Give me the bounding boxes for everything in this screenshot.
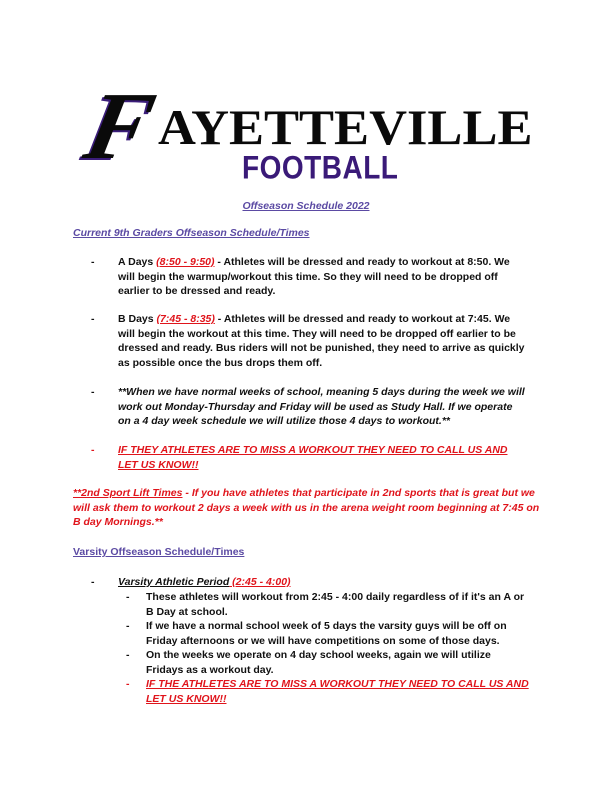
logo-subtitle: FOOTBALL	[242, 149, 399, 186]
time-range: (8:50 - 9:50)	[156, 256, 215, 268]
varsity-sub-item	[126, 590, 531, 619]
second-sport-label: **2nd Sport Lift Times	[73, 487, 183, 499]
bullet-dash: -	[91, 576, 95, 588]
item-text: These athletes will workout from 2:45 - 4:00 daily regardless of if it's an A or B Day at school.	[146, 591, 525, 618]
bullet-dash: -	[126, 649, 130, 661]
item-text: IF THE ATHLETES ARE TO MISS A WORKOUT THEY NEED TO CALL US AND LET US KNOW!!	[146, 678, 529, 705]
item-label: B Days	[118, 313, 157, 325]
varsity-sub-item	[126, 619, 531, 648]
period-label: Varsity Athletic Period	[118, 576, 230, 588]
list-item-weekly-note	[91, 385, 528, 429]
document-title: Offseason Schedule 2022	[242, 200, 370, 212]
varsity-heading: Varsity Offseason Schedule/Times	[73, 546, 245, 558]
bullet-dash: -	[91, 313, 95, 325]
item-label: A Days	[118, 256, 157, 268]
list-item-miss-warning	[91, 443, 528, 472]
fayetteville-football-logo	[76, 72, 533, 188]
bullet-dash: -	[126, 591, 130, 603]
bullet-dash: -	[91, 256, 95, 268]
item-text: - Athletes will be dressed and ready to workout at 7:45. We will begin the workout at this time. They will need to be dropped off earlier to be dressed and ready. Bus riders will not be punished, they need to arrive as quickly as possible once the bus drops them off.	[118, 313, 525, 369]
second-sport-text: - If you have athletes that participate in 2nd sports that is great but we will ask them to workout 2 days a week with us in the arena weight room beginning at 7:45 on B day Mornings.**	[73, 487, 540, 528]
item-text: - Athletes will be dressed and ready to workout at 8:50. We will begin the warmup/workout this time. So they will need to be dropped off earlier to be dressed and ready.	[118, 256, 510, 297]
varsity-period	[91, 575, 528, 590]
logo-wordmark: AYETTEVILLE	[158, 99, 533, 155]
bullet-dash: -	[126, 678, 130, 690]
item-text: **When we have normal weeks of school, meaning 5 days during the week we will work out Monday-Thursday and Friday will be used as Study Hall. If we operate on a 4 day week schedule we will utilize those 4 days to workout.**	[118, 386, 525, 427]
item-text: IF THEY ATHLETES ARE TO MISS A WORKOUT THEY NEED TO CALL US AND LET US KNOW!!	[118, 444, 508, 471]
time-range: (2:45 - 4:00)	[229, 576, 291, 588]
item-text: If we have a normal school week of 5 days the varsity guys will be off on Friday afternoons or we will have competitions on some of those days.	[146, 620, 507, 647]
second-sport-note	[73, 486, 543, 530]
ninth-grade-heading: Current 9th Graders Offseason Schedule/Times	[73, 227, 310, 239]
bullet-dash: -	[91, 444, 95, 456]
logo-initial: F	[76, 72, 164, 179]
time-range: (7:45 - 8:35)	[156, 313, 215, 325]
bullet-dash: -	[91, 386, 95, 398]
varsity-sub-item	[126, 648, 531, 677]
list-item-a-days	[91, 255, 528, 299]
bullet-dash: -	[126, 620, 130, 632]
list-item-b-days	[91, 312, 528, 370]
item-text: On the weeks we operate on 4 day school weeks, again we will utilize Fridays as a workout day.	[146, 649, 491, 676]
varsity-miss-warning	[126, 677, 531, 706]
